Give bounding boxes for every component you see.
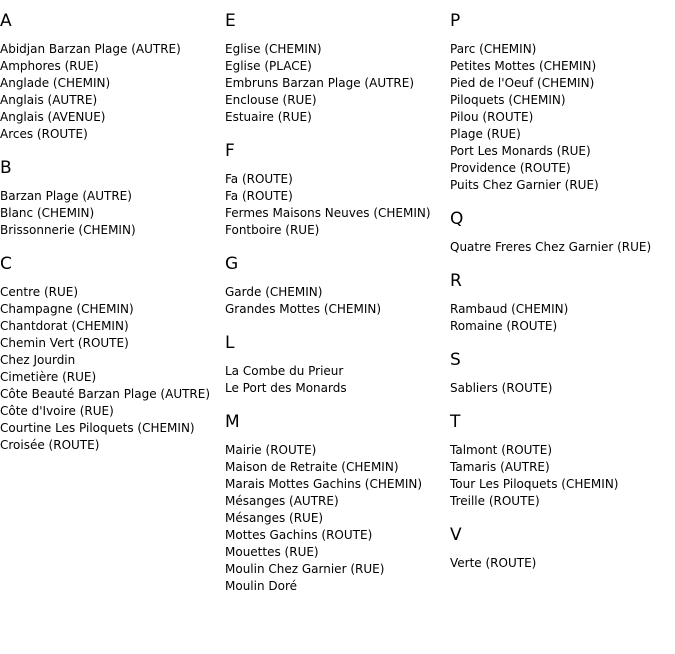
letter-heading: R — [450, 271, 462, 291]
street-link[interactable]: Côte Beauté Barzan Plage (AUTRE) — [0, 387, 211, 401]
street-link[interactable]: Mottes Gachins (ROUTE) — [225, 528, 373, 542]
street-link[interactable]: Mairie (ROUTE) — [225, 443, 317, 457]
street-link[interactable]: Brissonnerie (CHEMIN) — [0, 223, 136, 237]
street-link[interactable]: Maison de Retraite (CHEMIN) — [225, 460, 399, 474]
street-link[interactable]: La Combe du Prieur — [225, 364, 344, 378]
street-link[interactable]: Embruns Barzan Plage (AUTRE) — [225, 76, 415, 90]
street-link[interactable]: Mésanges (AUTRE) — [225, 494, 339, 508]
street-link[interactable]: Barzan Plage (AUTRE) — [0, 189, 132, 203]
street-link[interactable]: Estuaire (RUE) — [225, 110, 312, 124]
letter-heading: C — [0, 254, 12, 274]
street-link[interactable]: Talmont (ROUTE) — [450, 443, 553, 457]
street-link[interactable]: Amphores (RUE) — [0, 59, 99, 73]
street-link[interactable]: Verte (ROUTE) — [450, 556, 537, 570]
letter-heading: M — [225, 412, 240, 432]
letter-group — [450, 209, 670, 256]
street-link[interactable]: Fontboire (RUE) — [225, 223, 320, 237]
street-link[interactable]: Enclouse (RUE) — [225, 93, 317, 107]
letter-group — [225, 254, 445, 318]
letter-heading: L — [225, 333, 235, 353]
letter-heading: P — [450, 11, 461, 31]
letter-heading: G — [225, 254, 239, 274]
letter-group — [0, 254, 220, 454]
street-link[interactable]: Quatre Freres Chez Garnier (RUE) — [450, 240, 652, 254]
street-link[interactable]: Anglais (AVENUE) — [0, 110, 106, 124]
street-list — [225, 284, 445, 318]
street-list — [0, 41, 220, 143]
letter-group — [450, 350, 670, 397]
street-link[interactable]: Centre (RUE) — [0, 285, 79, 299]
street-link[interactable]: Plage (RUE) — [450, 127, 521, 141]
street-link[interactable]: Courtine Les Piloquets (CHEMIN) — [0, 421, 195, 435]
street-link[interactable]: Piloquets (CHEMIN) — [450, 93, 566, 107]
street-link[interactable]: Sabliers (ROUTE) — [450, 381, 553, 395]
letter-group — [0, 158, 220, 239]
street-list — [450, 239, 670, 256]
letter-group — [450, 11, 670, 194]
street-index-column-1 — [0, 11, 220, 469]
letter-group — [0, 11, 220, 143]
letter-heading: V — [450, 525, 462, 545]
street-link[interactable]: Le Port des Monards — [225, 381, 347, 395]
street-link[interactable]: Pilou (ROUTE) — [450, 110, 534, 124]
letter-heading: T — [450, 412, 461, 432]
letter-group — [225, 141, 445, 239]
street-link[interactable]: Anglade (CHEMIN) — [0, 76, 111, 90]
street-link[interactable]: Marais Mottes Gachins (CHEMIN) — [225, 477, 423, 491]
street-list — [450, 442, 670, 510]
street-link[interactable]: Moulin Doré — [225, 579, 298, 593]
street-list — [225, 171, 445, 239]
street-list — [450, 555, 670, 572]
street-list — [450, 301, 670, 335]
street-link[interactable]: Chez Jourdin — [0, 353, 76, 367]
street-list — [450, 41, 670, 194]
street-link[interactable]: Providence (ROUTE) — [450, 161, 571, 175]
street-link[interactable]: Parc (CHEMIN) — [450, 42, 537, 56]
street-link[interactable]: Mouettes (RUE) — [225, 545, 319, 559]
street-list — [0, 284, 220, 454]
letter-group — [450, 412, 670, 510]
letter-heading: A — [0, 11, 12, 31]
street-link[interactable]: Mésanges (RUE) — [225, 511, 324, 525]
letter-group — [450, 271, 670, 335]
street-link[interactable]: Fa (ROUTE) — [225, 172, 293, 186]
street-link[interactable]: Chantdorat (CHEMIN) — [0, 319, 129, 333]
street-link[interactable]: Petites Mottes (CHEMIN) — [450, 59, 597, 73]
letter-group — [450, 525, 670, 572]
street-link[interactable]: Abidjan Barzan Plage (AUTRE) — [0, 42, 181, 56]
street-link[interactable]: Tour Les Piloquets (CHEMIN) — [450, 477, 619, 491]
street-link[interactable]: Eglise (PLACE) — [225, 59, 312, 73]
street-index-column-3 — [450, 11, 670, 587]
street-list — [225, 442, 445, 595]
street-link[interactable]: Eglise (CHEMIN) — [225, 42, 322, 56]
street-list — [225, 363, 445, 397]
street-link[interactable]: Tamaris (AUTRE) — [450, 460, 550, 474]
street-list — [450, 380, 670, 397]
street-link[interactable]: Rambaud (CHEMIN) — [450, 302, 569, 316]
street-link[interactable]: Croisée (ROUTE) — [0, 438, 100, 452]
letter-group — [225, 333, 445, 397]
street-link[interactable]: Fa (ROUTE) — [225, 189, 293, 203]
street-link[interactable]: Treille (ROUTE) — [450, 494, 540, 508]
street-link[interactable]: Romaine (ROUTE) — [450, 319, 558, 333]
street-link[interactable]: Côte d'Ivoire (RUE) — [0, 404, 114, 418]
letter-heading: S — [450, 350, 461, 370]
street-link[interactable]: Pied de l'Oeuf (CHEMIN) — [450, 76, 595, 90]
street-link[interactable]: Fermes Maisons Neuves (CHEMIN) — [225, 206, 431, 220]
letter-heading: B — [0, 158, 12, 178]
letter-group — [225, 412, 445, 595]
street-link[interactable]: Arces (ROUTE) — [0, 127, 88, 141]
street-link[interactable]: Chemin Vert (ROUTE) — [0, 336, 129, 350]
street-link[interactable]: Moulin Chez Garnier (RUE) — [225, 562, 385, 576]
letter-heading: F — [225, 141, 235, 161]
letter-heading: E — [225, 11, 236, 31]
letter-group — [225, 11, 445, 126]
street-link[interactable]: Port Les Monards (RUE) — [450, 144, 591, 158]
street-list — [225, 41, 445, 126]
street-link[interactable]: Blanc (CHEMIN) — [0, 206, 95, 220]
street-index-column-2 — [225, 11, 445, 610]
street-link[interactable]: Garde (CHEMIN) — [225, 285, 323, 299]
street-list — [0, 188, 220, 239]
street-link[interactable]: Champagne (CHEMIN) — [0, 302, 134, 316]
street-link[interactable]: Grandes Mottes (CHEMIN) — [225, 302, 382, 316]
letter-heading: Q — [450, 209, 464, 229]
street-link[interactable]: Anglais (AUTRE) — [0, 93, 98, 107]
street-link[interactable]: Puits Chez Garnier (RUE) — [450, 178, 599, 192]
street-link[interactable]: Cimetière (RUE) — [0, 370, 97, 384]
